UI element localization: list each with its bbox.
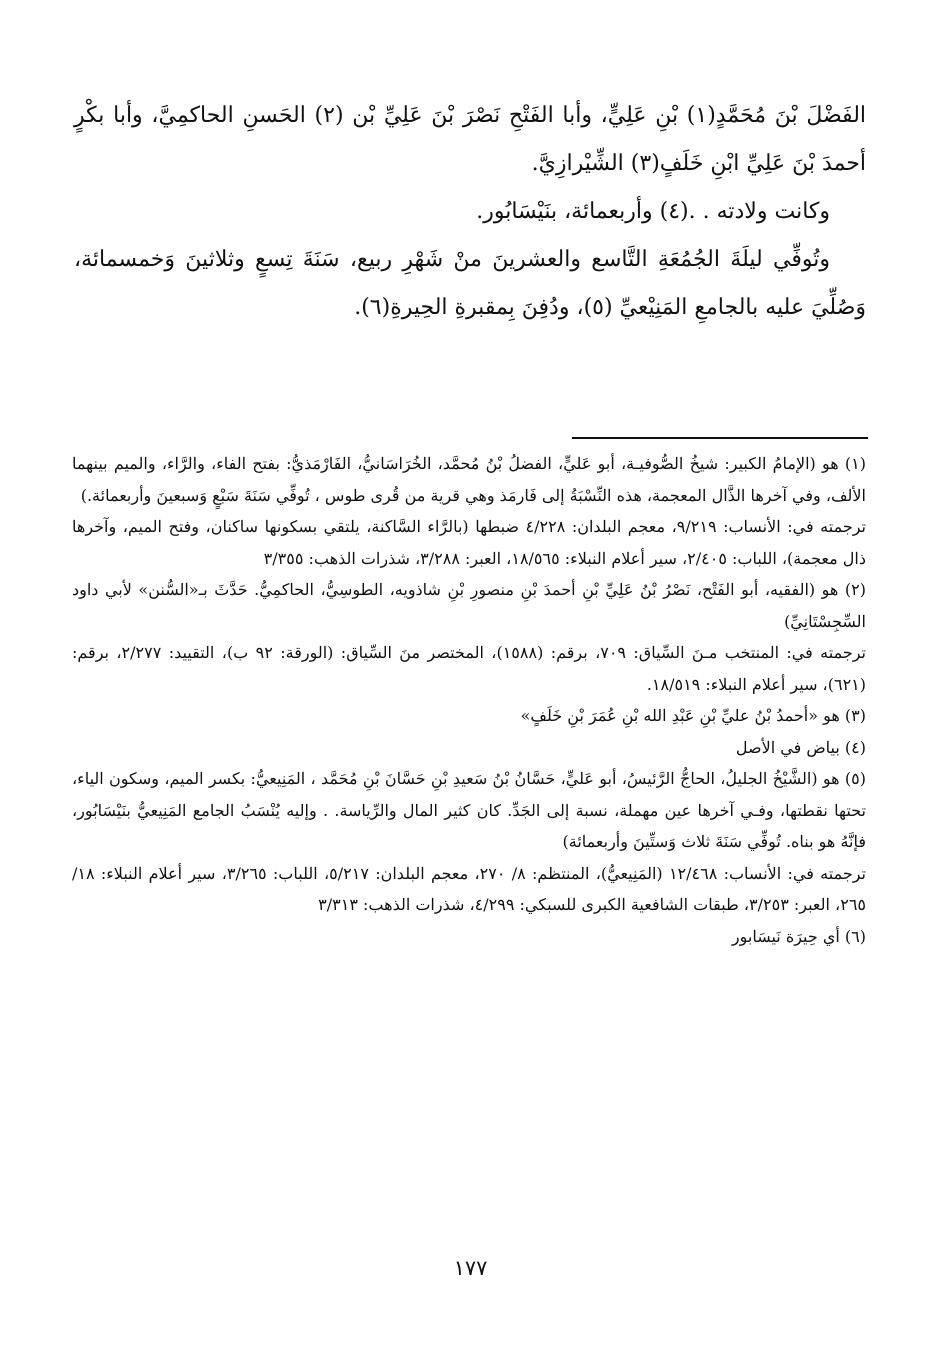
footnote-2: (٢) هو (الفقيه، أبو الفَتْح، نَصْرُ بْنُ عَلِيِّ بْنِ أحمدَ بْنِ منصورِ بْنِ شاذويه، الطوسِيُّ، الحاكمِيُّ. حَدَّثَ بـ«السُّنن» لأبي داود السِّجِسْتَانِيِّ) xyxy=(72,580,866,631)
paragraph-death: وتُوفِّي ليلَةَ الجُمُعَةِ التَّاسع والعشرينَ منْ شَهْرِ ربيع، سَنَةَ تِسعٍ وثلاثينَ وَخمسمائة، وَصُلِّيَ عليه بالجامعِ المَنِيْعيِّ (٥)، ودُفِنَ بِمقبرةِ الحِيرةِ(٦). xyxy=(74,247,866,320)
page-number: ١٧٧ xyxy=(453,1256,488,1280)
paragraph-birth: وكانت ولادته . .(٤) وأربعمائة، بنَيْسَابُور. xyxy=(476,199,830,224)
footnote-3: (٣) هو «أحمدُ بْنُ عليِّ بْنِ عَبْدِ الله بْنِ عُمَرَ بْنِ خَلَفٍ» xyxy=(520,706,866,725)
footnote-5: (٥) هو (الشَّيْخُ الجليلُ، الحاجُّ الرَّئيسُ، أبو عَليٍّ، حَسَّانُ بْنُ سَعيدِ بْنِ حَسَّانَ بْنِ مُحَمَّد ، المَنِيعيُّ: بكسر الميم، وسكون الياء، تحتها نقطتها، وفـي آخرها عين مهملة، نسبة إلى الجَدِّ. كان كثير المال والرِّياسة. . وإليه يُنْسَبُ الجامع المَنِيعيُّ بنَيْسَابُور، فإنَّهُ هو بناه. تُوفِّي سَنَةَ ثلاث وَستِّينَ وأربعمائة) xyxy=(72,769,866,851)
paragraph-teachers: الفَضْلَ بْنَ مُحَمَّدٍ(١) بْنِ عَلِيٍّ، وأبا الفَتْحِ نَصْرَ بْنَ عَلِيِّ بْن (٢) الحَسنِ الحاكمِيَّ، وأبا بكْرٍ أحمدَ بْنَ عَلِيِّ ابْنِ خَلَفٍ(٣) الشِّيْرازِيَّ. xyxy=(74,103,867,176)
footnote-separator xyxy=(572,437,868,439)
footnote-1: (١) هو (الإمامُ الكبير: شيخُ الصُّوفيـة، أبو عَليٍّ، الفضلُ بْنُ مُحمَّد، الخُرَاسَانيُّ، الفَارْمَذيُّ: بفتح الفاء، والرَّاء، والميم بينهما الألف، وفي آخرها الذَّال المعجمة، هذه النِّسْبَةُ إلى فَارمَذ وهي قرية من قُرى طوس ، تُوفِّي سَنَةَ سَبْعٍ وَسبعينَ وأربعمائة.) xyxy=(72,454,866,505)
footnote-2-sources: ترجمته في: المنتخب مـنَ السِّياق: ٧٠٩، برقم: (١٥٨٨)، المختصر منَ السِّياق: (الورقة: ٩٢ ب)، التقييد: ٢/٢٧٧، برقم: (٦٢١)، سير أعلام النبلاء: ١٨/٥١٩. xyxy=(72,643,867,694)
footnote-1-sources: ترجمته في: الأنساب: ٩/٢١٩، معجم البلدان: ٤/٢٢٨ ضبطها (بالرَّاء السَّاكنة، يلتقي بسكونها ساكنان، وفتح الميم، وآخرها ذال معجمة)، اللباب: ٢/٤٠٥، سير أعلام النبلاء: ١٨/٥٦٥، العبر: ٣/٢٨٨، شذرات الذهب: ٣/٣٥٥ xyxy=(72,517,866,568)
main-text xyxy=(74,92,866,332)
footnote-5-sources: ترجمته في: الأنساب: ١٢/٤٦٨ (المَنِيعيُّ)، المنتظم: ٨/ ٢٧٠، معجم البلدان: ٥/٢١٧، اللباب: ٣/٢٦٥، سير أعلام النبلاء: ١٨/ ٢٦٥، العبر: ٣/٢٥٣، طبقات الشافعية الكبرى للسبكي: ٤/٢٩٩، شذرات الذهب: ٣/٣١٣ xyxy=(72,863,867,914)
footnotes xyxy=(72,448,866,952)
footnote-6: (٦) أي حِيرَة نَيسَابور xyxy=(731,926,866,946)
footnote-4: (٤) بياض في الأصل xyxy=(735,737,866,757)
